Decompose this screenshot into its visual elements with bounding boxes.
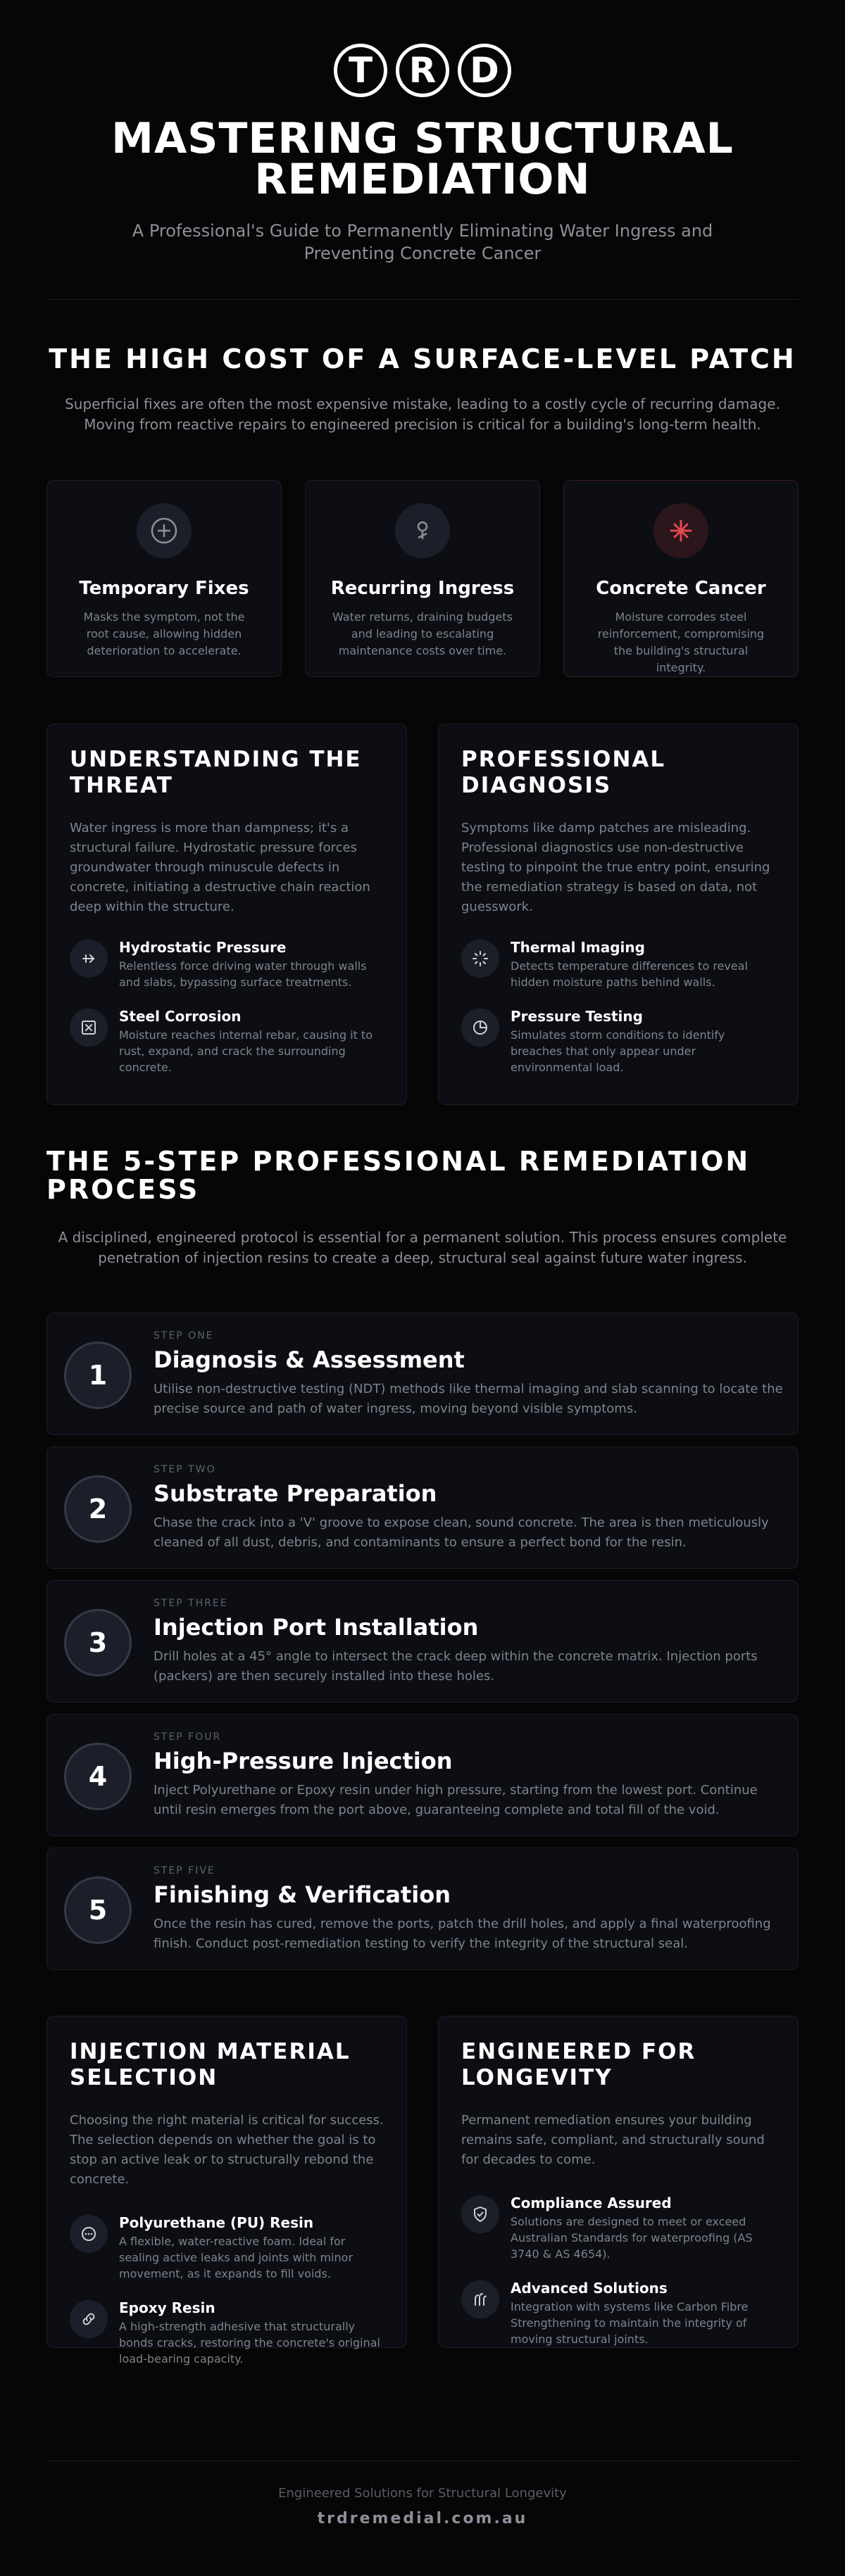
panel-text: Water ingress is more than dampness; it's a structural failure. Hydrostatic pressure forces groundwater through minuscule defects in concrete, initiating a destructive chain reaction deep within the structure. xyxy=(70,821,370,914)
step-title: Finishing & Verification xyxy=(154,1881,451,1908)
step-title: Substrate Preparation xyxy=(154,1480,437,1507)
feature-title: Polyurethane (PU) Resin xyxy=(119,2214,314,2231)
trd-logo xyxy=(0,44,845,97)
loader-icon xyxy=(461,940,499,978)
step-text: Inject Polyurethane or Epoxy resin under high pressure, starting from the lowest port. Continue until resin emerges from the port above, guaranteeing complete and total fill of the void. xyxy=(154,1783,758,1817)
feature-polyurethane-resin xyxy=(70,2214,384,2282)
process-section-text: A disciplined, engineered protocol is essential for a permanent solution. This process ensures complete penetration of injection resins to create a deep, structural seal against future water ingress. xyxy=(58,1229,787,1266)
feature-epoxy-resin xyxy=(70,2299,384,2367)
feature-compliance-assured xyxy=(461,2194,775,2262)
threat-panel xyxy=(46,724,407,1105)
feature-text: Integration with systems like Carbon Fibre Strengthening to maintain the integrity of moving structural joints. xyxy=(511,2300,749,2346)
shield-check-icon xyxy=(461,2195,499,2233)
feature-text: Moisture reaches internal rebar, causing it to rust, expand, and crack the surrounding concrete. xyxy=(119,1028,373,1074)
dots-circle-icon xyxy=(70,2215,108,2253)
feature-title: Pressure Testing xyxy=(511,1008,643,1025)
materials-panel xyxy=(46,2016,407,2366)
footer-tagline: Engineered Solutions for Structural Longevity xyxy=(278,2486,567,2501)
panel-text: Symptoms like damp patches are misleading. Professional diagnostics use non-destructive testing to pinpoint the true entry point, ensuring the remediation strategy is based on data, not guesswork. xyxy=(461,821,770,914)
card-concrete-cancer xyxy=(563,480,799,677)
diagnosis-panel xyxy=(438,724,799,1105)
feature-steel-corrosion xyxy=(70,1007,384,1075)
feature-text: Detects temperature differences to reveal hidden moisture paths behind walls. xyxy=(511,959,748,989)
step-number: 1 xyxy=(64,1341,132,1409)
page-subtitle: A Professional's Guide to Permanently Eliminating Water Ingress and Preventing Concrete Cancer xyxy=(132,221,713,263)
step-number: 5 xyxy=(64,1876,132,1944)
process-step-2 xyxy=(46,1446,799,1569)
pin-icon xyxy=(395,503,450,558)
process-step-3 xyxy=(46,1580,799,1703)
step-text: Once the resin has cured, remove the ports, patch the drill holes, and apply a final waterproofing finish. Conduct post-remediation testing to verify the integrity of the structural seal. xyxy=(154,1917,771,1951)
step-number: 4 xyxy=(64,1743,132,1810)
feature-text: A high-strength adhesive that structurally bonds cracks, restoring the concrete's original load-bearing capacity. xyxy=(119,2320,380,2366)
card-title: Recurring Ingress xyxy=(330,578,515,599)
spark-icon xyxy=(653,503,708,558)
step-label: STEP TWO xyxy=(154,1464,216,1475)
x-square-icon xyxy=(70,1009,108,1047)
step-title: Diagnosis & Assessment xyxy=(154,1346,465,1373)
card-title: Concrete Cancer xyxy=(596,578,766,599)
footer-website-link[interactable]: trdremedial.com.au xyxy=(317,2510,528,2527)
feature-title: Steel Corrosion xyxy=(119,1008,242,1025)
curves-icon xyxy=(461,2280,499,2318)
card-temporary-fixes xyxy=(46,480,282,677)
feature-thermal-imaging xyxy=(461,938,775,990)
card-recurring-ingress xyxy=(305,480,540,677)
cost-section-title: THE HIGH COST OF A SURFACE-LEVEL PATCH xyxy=(49,343,796,374)
cost-section-text: Superficial fixes are often the most expensive mistake, leading to a costly cycle of recurring damage. Moving from reactive repairs to engineered precision is critical for a building's long-term health. xyxy=(65,396,780,433)
logo-letter-t: T xyxy=(334,44,387,97)
step-text: Chase the crack into a 'V' groove to expose clean, sound concrete. The area is then meticulously cleaned of all dust, debris, and contaminants to ensure a perfect bond for the resin. xyxy=(154,1515,769,1550)
plus-circle-icon xyxy=(137,503,192,558)
step-number: 2 xyxy=(64,1475,132,1543)
process-step-5 xyxy=(46,1848,799,1970)
feature-title: Advanced Solutions xyxy=(511,2280,668,2297)
feature-text: A flexible, water-reactive foam. Ideal for sealing active leaks and joints with minor movement, as it expands to fill voids. xyxy=(119,2235,353,2280)
step-title: Injection Port Installation xyxy=(154,1614,479,1641)
step-label: STEP ONE xyxy=(154,1330,214,1341)
feature-text: Relentless force driving water through walls and slabs, bypassing surface treatments. xyxy=(119,959,367,989)
feature-title: Epoxy Resin xyxy=(119,2299,215,2316)
step-label: STEP FIVE xyxy=(154,1865,215,1876)
panel-title: ENGINEERED FOR LONGEVITY xyxy=(461,2039,696,2090)
feature-hydrostatic-pressure xyxy=(70,938,384,990)
step-text: Drill holes at a 45° angle to intersect the crack deep within the concrete matrix. Injection ports (packers) are then securely installed into these holes. xyxy=(154,1649,758,1684)
feature-title: Hydrostatic Pressure xyxy=(119,939,287,956)
feature-title: Compliance Assured xyxy=(511,2195,672,2211)
step-number: 3 xyxy=(64,1609,132,1677)
panel-text: Choosing the right material is critical for success. The selection depends on whether the goal is to stop an active leak or to structurally rebond the concrete. xyxy=(70,2113,384,2187)
feature-text: Simulates storm conditions to identify breaches that only appear under environmental load. xyxy=(511,1028,725,1074)
process-section-title: THE 5-STEP PROFESSIONAL REMEDIATION PROCESS xyxy=(46,1146,751,1205)
panel-text: Permanent remediation ensures your building remains safe, compliant, and structurally sound for decades to come. xyxy=(461,2113,765,2167)
feature-title: Thermal Imaging xyxy=(511,939,645,956)
step-label: STEP FOUR xyxy=(154,1731,222,1743)
feature-text: Solutions are designed to meet or exceed Australian Standards for waterproofing (AS 3740 & AS 4654). xyxy=(511,2215,753,2261)
feature-advanced-solutions xyxy=(461,2279,775,2347)
panel-title: INJECTION MATERIAL SELECTION xyxy=(70,2039,351,2090)
process-step-4 xyxy=(46,1714,799,1836)
logo-letter-r: R xyxy=(396,44,449,97)
pressure-arrow-icon xyxy=(70,940,108,978)
card-text: Moisture corrodes steel reinforcement, compromising the building's structural integrity. xyxy=(597,610,765,674)
divider xyxy=(46,299,799,300)
step-title: High-Pressure Injection xyxy=(154,1748,453,1774)
feature-pressure-testing xyxy=(461,1007,775,1075)
step-label: STEP THREE xyxy=(154,1598,228,1609)
longevity-panel xyxy=(438,2016,799,2348)
pie-icon xyxy=(461,1009,499,1047)
process-step-1 xyxy=(46,1313,799,1435)
step-text: Utilise non-destructive testing (NDT) methods like thermal imaging and slab scanning to locate the precise source and path of water ingress, moving beyond visible symptoms. xyxy=(154,1382,783,1416)
page-title: MASTERING STRUCTURAL REMEDIATION xyxy=(111,114,734,204)
logo-letter-d: D xyxy=(458,44,511,97)
panel-title: UNDERSTANDING THE THREAT xyxy=(70,747,362,798)
link-icon xyxy=(70,2300,108,2338)
panel-title: PROFESSIONAL DIAGNOSIS xyxy=(461,747,666,798)
card-text: Masks the symptom, not the root cause, allowing hidden deterioration to accelerate. xyxy=(83,610,245,657)
card-title: Temporary Fixes xyxy=(79,578,249,599)
card-text: Water returns, draining budgets and leading to escalating maintenance costs over time. xyxy=(332,610,513,657)
